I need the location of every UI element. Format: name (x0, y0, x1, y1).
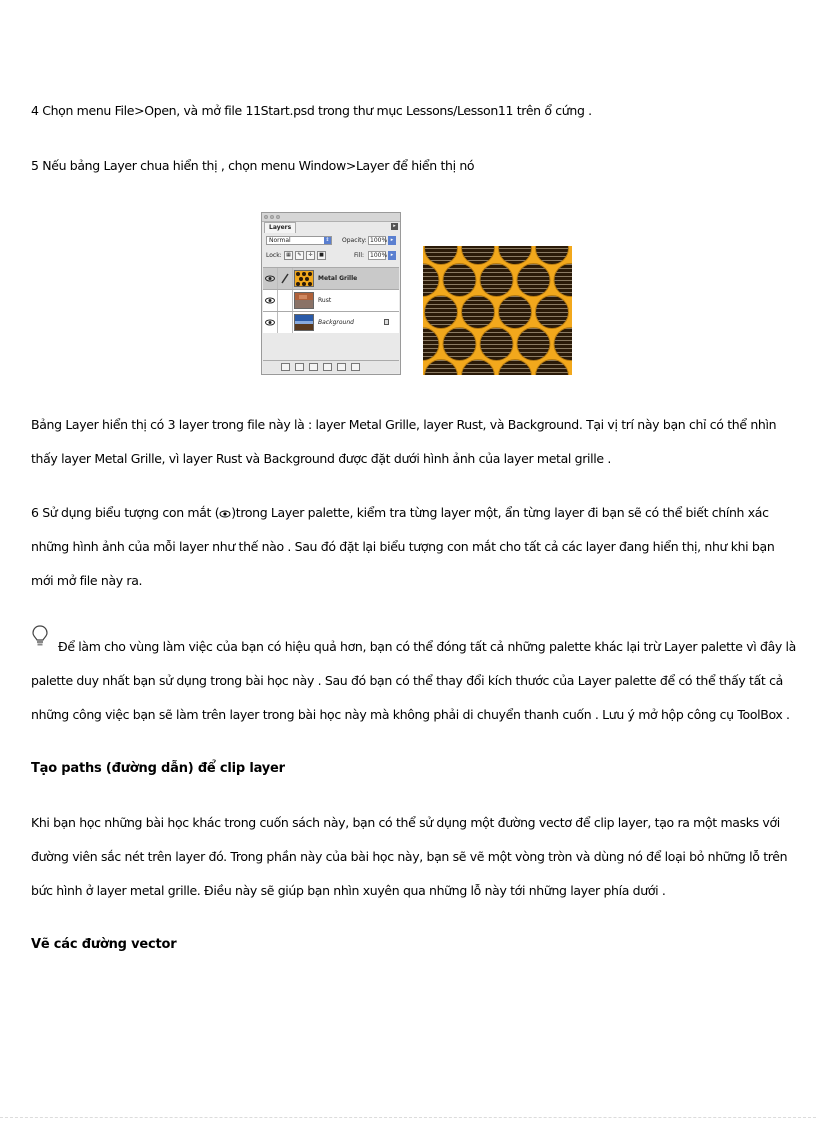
step-6-line-3: mới mở file này ra. (31, 573, 143, 588)
blend-opacity-row (264, 235, 398, 246)
grille-hole (480, 264, 513, 297)
grille-hole (443, 328, 476, 361)
step-6-line-1 (31, 505, 769, 520)
layer-name: Rust (318, 297, 332, 304)
blend-mode-value: Normal (269, 237, 291, 244)
eye-icon[interactable] (263, 290, 278, 311)
opacity-slider-arrow-icon[interactable]: ▸ (388, 236, 396, 245)
lightbulb-icon (31, 625, 49, 647)
eye-icon[interactable] (263, 268, 278, 289)
close-dot-icon[interactable] (264, 215, 268, 219)
layer-style-icon[interactable] (281, 363, 290, 371)
step-6-text-before: 6 Sử dụng biểu tượng con mắt ( (31, 505, 220, 520)
trash-icon[interactable] (351, 363, 360, 371)
lock-image-icon[interactable]: ✎ (295, 251, 304, 260)
zoom-dot-icon[interactable] (276, 215, 280, 219)
grille-hole (517, 328, 550, 361)
section-heading-vector-paths: Vẽ các đường vector (31, 937, 177, 952)
fill-slider-arrow-icon[interactable]: ▸ (388, 251, 396, 260)
link-cell (278, 290, 293, 311)
grille-hole (443, 264, 476, 297)
lock-position-icon[interactable]: ✛ (306, 251, 315, 260)
grille-hole (517, 264, 550, 297)
eye-icon (219, 510, 231, 518)
grille-hole (462, 296, 495, 329)
palette-titlebar (262, 213, 400, 222)
layer-row-rust[interactable] (263, 289, 399, 311)
page-bottom-divider (0, 1117, 816, 1118)
step-6-line-2: những hình ảnh của mỗi layer như thế nào . Sau đó đặt lại biểu tượng con mắt cho tất cả các layer đang hiển thị, như khi bạn (31, 539, 775, 554)
description-line-1: Bảng Layer hiển thị có 3 layer trong file này là : layer Metal Grille, layer Rust, và Background. Tại vị trí này bạn chỉ có thể nhìn (31, 417, 777, 432)
chevron-down-icon: ⇕ (325, 237, 330, 243)
background-thumbnail (294, 314, 314, 331)
step-4-text: 4 Chọn menu File>Open, và mở file 11Start.psd trong thư mục Lessons/Lesson11 trên ổ cứng . (31, 103, 592, 118)
tip-line-3: những công việc bạn sẽ làm trên layer trong bài học này mà không phải di chuyển thanh cuốn . Lưu ý mở hộp công cụ ToolBox . (31, 707, 790, 722)
description-line-2: thấy layer Metal Grille, vì layer Rust và Background được đặt dưới hình ảnh của layer metal grille . (31, 451, 611, 466)
tab-layers[interactable]: Layers (264, 222, 296, 233)
palette-menu-arrow-icon[interactable]: ▸ (391, 223, 398, 230)
step-6-text-after: )trong Layer palette, kiểm tra từng layer một, ẩn từng layer đi bạn sẽ có thể biết chính xác (231, 505, 769, 520)
fill-field[interactable]: 100% (370, 252, 388, 259)
eye-icon[interactable] (263, 312, 278, 333)
lock-fill-row (264, 250, 398, 261)
rust-thumbnail (294, 292, 314, 309)
fill-label: Fill: (354, 252, 365, 259)
tip-line-2: palette duy nhất bạn sử dụng trong bài học này . Sau đó bạn có thể thay đổi kích thước của Layer palette để có thể thấy tất cả (31, 673, 783, 688)
new-layer-icon[interactable] (337, 363, 346, 371)
layer-row-background[interactable] (263, 311, 399, 333)
blend-mode-select[interactable] (266, 236, 332, 245)
link-cell (278, 312, 293, 333)
intro-line-3: bức hình ở layer metal grille. Điều này sẽ giúp bạn nhìn xuyên qua những lỗ này tới những layer phía dưới . (31, 883, 666, 898)
opacity-field[interactable]: 100% (370, 237, 388, 244)
layer-name: Background (318, 319, 354, 326)
step-5-text: 5 Nếu bảng Layer chua hiển thị , chọn menu Window>Layer để hiển thị nó (31, 158, 475, 173)
section-heading-clip-paths: Tạo paths (đường dẫn) để clip layer (31, 761, 285, 776)
layer-row-metal-grille[interactable] (263, 267, 399, 289)
new-set-icon[interactable] (309, 363, 318, 371)
grille-hole (425, 296, 458, 329)
intro-line-1: Khi bạn học những bài học khác trong cuốn sách này, bạn có thể sử dụng một đường vectơ để clip layer, tạo ra một masks với (31, 815, 780, 830)
grille-hole (536, 296, 569, 329)
metal-grille-image (423, 246, 572, 375)
brush-icon (278, 268, 293, 289)
lock-all-icon[interactable]: ■ (317, 251, 326, 260)
lock-label: Lock: (266, 252, 282, 259)
grille-hole (480, 328, 513, 361)
intro-line-2: đường viên sắc nét trên layer đó. Trong phần này của bài học này, bạn sẽ vẽ một vòng tròn và dùng nó để loại bỏ những lỗ trên (31, 849, 788, 864)
grille-hole (499, 296, 532, 329)
palette-bottom-toolbar (263, 360, 399, 373)
metal-grille-thumbnail (294, 270, 314, 287)
layers-palette (261, 212, 401, 375)
adjustment-layer-icon[interactable] (323, 363, 332, 371)
add-mask-icon[interactable] (295, 363, 304, 371)
tip-line-1: Để làm cho vùng làm việc của bạn có hiệu quả hơn, bạn có thể đóng tất cả những palette khác lại trừ Layer palette vì đây là (58, 639, 796, 654)
minimize-dot-icon[interactable] (270, 215, 274, 219)
layer-name: Metal Grille (318, 275, 358, 282)
lock-icon (384, 319, 389, 325)
opacity-label: Opacity: (342, 237, 367, 244)
lock-transparency-icon[interactable]: ▦ (284, 251, 293, 260)
